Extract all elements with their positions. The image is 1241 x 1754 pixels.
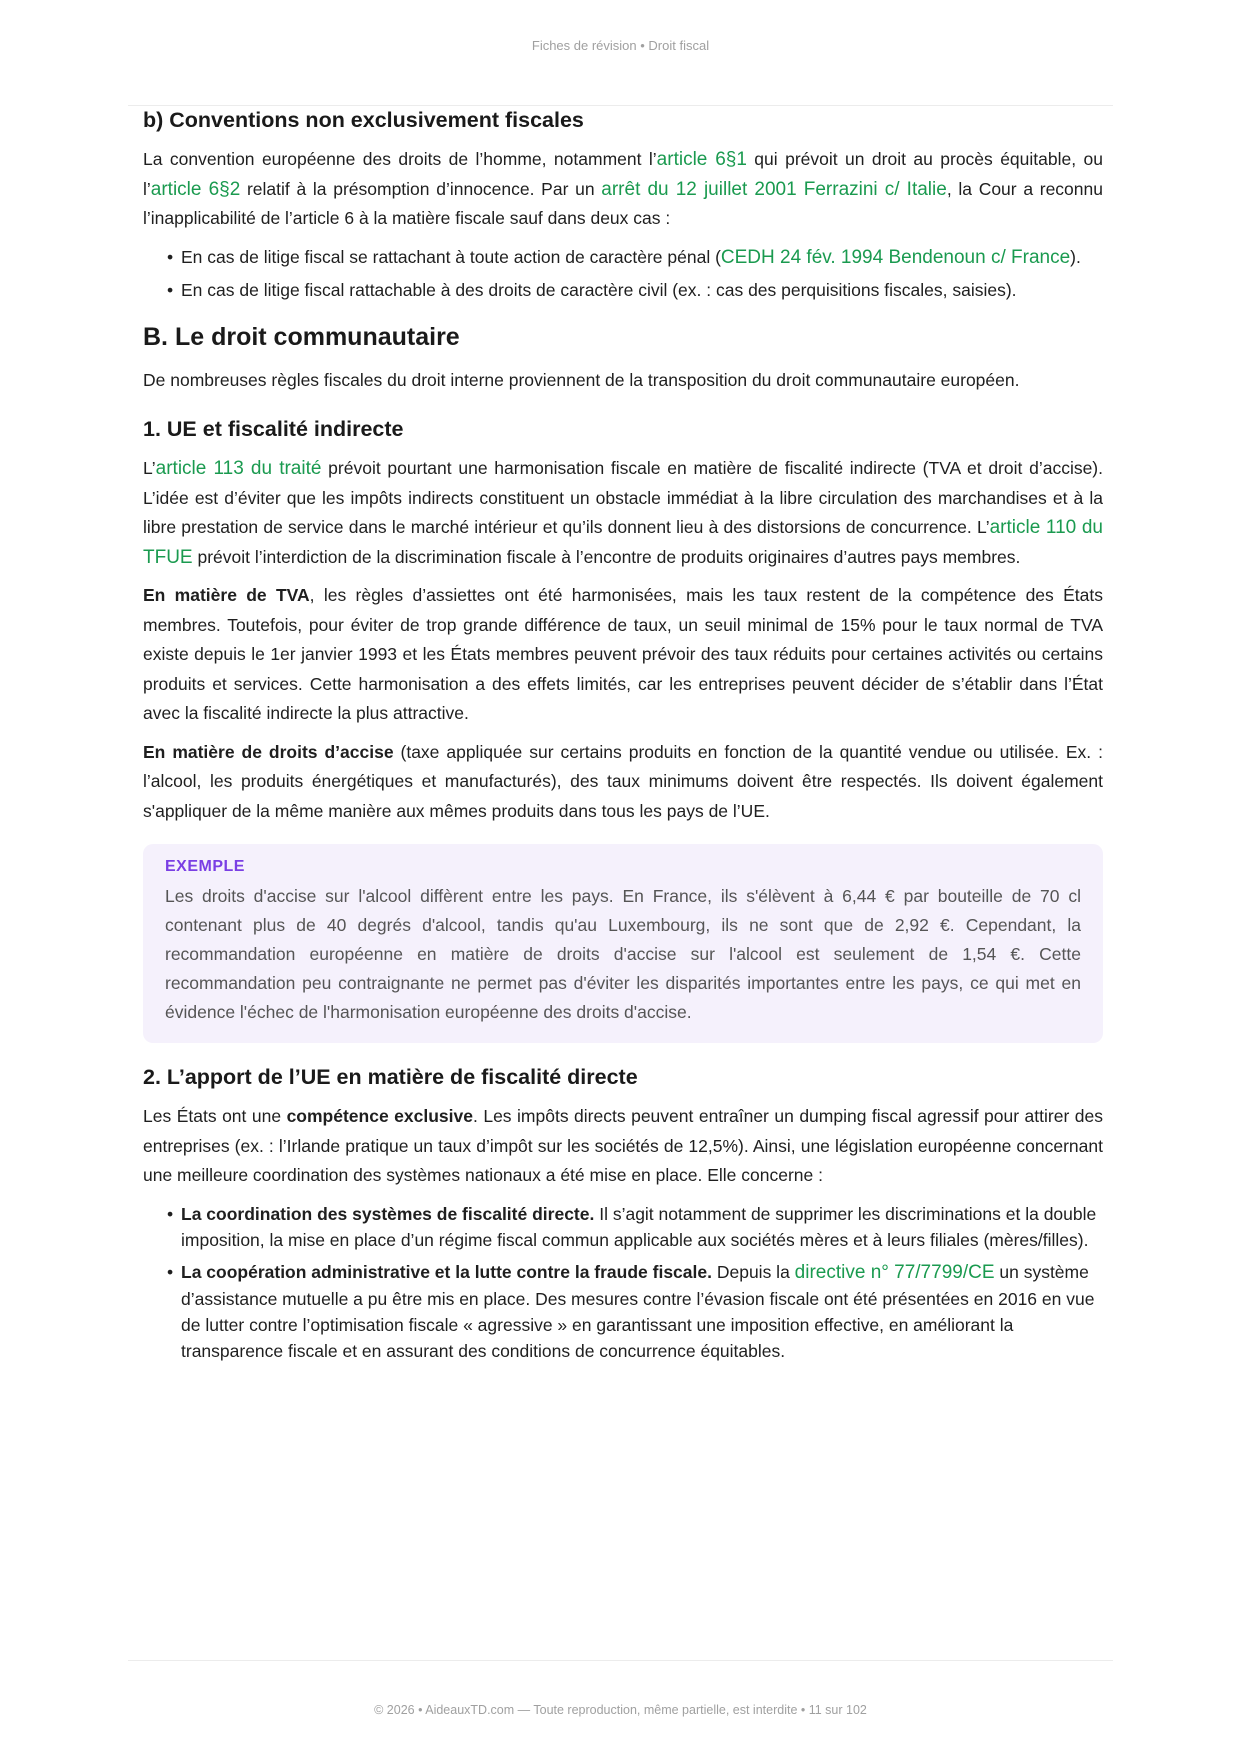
text-run: En cas de litige fiscal se rattachant à toute action de caractère pénal ( — [181, 246, 721, 267]
text-run: En cas de litige fiscal rattachable à des droits de caractère civil (ex. : cas des perquisitions fiscales, saisies). — [181, 279, 1017, 300]
link-cedh-bendenoun[interactable]: CEDH 24 fév. 1994 Bendenoun c/ France — [720, 246, 1071, 268]
text-run: L’ — [143, 458, 156, 478]
example-label: EXEMPLE — [165, 858, 245, 875]
example-callout — [143, 844, 1103, 1043]
running-header: Fiches de révision • Droit fiscal — [531, 38, 710, 53]
bold-run: compétence exclusive — [286, 1106, 473, 1126]
bold-run: La coopération administrative et la lutte contre la fraude fiscale. — [181, 1261, 712, 1282]
list-cedh-cases — [143, 244, 1103, 303]
paragraph-article-113 — [143, 454, 1103, 572]
text-run: qui prévoit un droit au procès équitable, ou l’ — [143, 149, 1103, 199]
link-article-6-1[interactable]: article 6§1 — [656, 149, 747, 170]
list-item — [167, 1259, 1103, 1364]
text-run: prévoit pourtant une harmonisation fiscale en matière de fiscalité indirecte (TVA et droit d’accise). L’idée est d’éviter que les impôts indirects constituent un obstacle immédiat à la libre circulation des marchandises et à la libre prestation de service dans le marché intérieur et qu’ils donnent lieu à des distorsions de concurrence. L’ — [143, 458, 1103, 537]
text-run: , les règles d’assiettes ont été harmonisées, mais les taux restent de la compétence des États membres. Toutefois, pour éviter de trop grande différence de taux, un seuil minimal de 15% pour le taux normal de TVA existe depuis le 1er janvier 1993 et les États membres peuvent prévoir des taux réduits pour certaines activités ou certains produits et services. Cette harmonisation a des effets limités, car les entreprises peuvent décider de s’établir dans l’État avec la fiscalité indirecte la plus attractive. — [143, 585, 1103, 723]
paragraph-droits-accise — [143, 738, 1103, 827]
paragraph-intro-communautaire: De nombreuses règles fiscales du droit interne proviennent de la transposition du droit communautaire européen. — [143, 369, 1020, 390]
list-item — [167, 244, 1103, 271]
text-run: relatif à la présomption d’innocence. Par un — [240, 178, 602, 199]
text-run: prévoit l’interdiction de la discrimination fiscale à l’encontre de produits originaires d’autres pays membres. — [192, 546, 1021, 567]
page-footer: © 2026 • AideauxTD.com — Toute reproduction, même partielle, est interdite • 11 sur 102 — [374, 1703, 867, 1717]
list-item — [167, 1201, 1103, 1253]
link-article-113[interactable]: article 113 du traité — [155, 458, 322, 479]
text-run: un système d’assistance mutuelle a pu être mis en place. Des mesures contre l’évasion fiscale ont été présentées en 2016 en vue de lutter contre l’optimisation fiscale « agressive » en garantissant une imposition effective, en améliorant la transparence fiscale et en assurant des conditions de concurrence équitables. — [181, 1261, 1095, 1361]
example-text: Les droits d'accise sur l'alcool diffèrent entre les pays. En France, ils s'élèvent à 6,44 € par bouteille de 70 cl contenant plus de 40 degrés d'alcool, tandis qu'au Luxembourg, ils ne sont que de 2,92 €. Cependant, la recommandation européenne en matière de droits d'accise sur l'alcool est seulement de 1,54 €. Cette recommandation peu contraignante ne permet pas d'éviter les disparités importantes entre les pays, ce qui met en évidence l'échec de l'harmonisation européenne des droits d'accise. — [165, 886, 1081, 1022]
footer-divider — [128, 1660, 1113, 1661]
text-run: Les États ont une — [143, 1106, 287, 1126]
link-article-110-tfue[interactable]: article 110 du TFUE — [143, 517, 1103, 568]
text-run: (taxe appliquée sur certains produits en fonction de la quantité vendue ou utilisée. Ex. : l’alcool, les produits énergétiques et manufacturés), des taux minimums doivent être respectés. Ils doivent également s'appliquer de la même manière aux mêmes produits dans tous les pays de l’UE. — [143, 741, 1103, 821]
section-title-droit-communautaire: B. Le droit communautaire — [143, 322, 460, 351]
list-item — [167, 277, 1103, 303]
bold-run: En matière de TVA — [143, 585, 310, 605]
text-run: . Les impôts directs peuvent entraîner un dumping fiscal agressif pour attirer des entreprises (ex. : l’Irlande pratique un taux d’impôt sur les sociétés de 12,5%). Ainsi, une législation européenne concernant une meilleure coordination des systèmes nationaux a été mise en place. Elle concerne : — [143, 1106, 1103, 1185]
paragraph-conventions — [143, 145, 1103, 234]
subsection-title-fiscalite-indirecte: 1. UE et fiscalité indirecte — [143, 417, 404, 441]
bold-run: La coordination des systèmes de fiscalité directe. — [181, 1203, 595, 1224]
subsection-title-fiscalite-directe: 2. L’apport de l’UE en matière de fiscalité directe — [143, 1065, 638, 1089]
text-run: La convention européenne des droits de l’homme, notamment l’ — [143, 149, 657, 169]
text-run: Depuis la — [711, 1261, 795, 1282]
text-run: Il s’agit notamment de supprimer les discriminations et la double imposition, la mise en place d’un régime fiscal commun applicable aux sociétés mères et à leurs filiales (mères/filles). — [181, 1203, 1097, 1250]
list-ue-measures — [143, 1201, 1103, 1364]
link-article-6-2[interactable]: article 6§2 — [150, 178, 241, 200]
paragraph-competence-exclusive — [143, 1102, 1103, 1191]
link-directive-77-7799[interactable]: directive n° 77/7799/CE — [794, 1261, 995, 1283]
link-arret-ferrazini[interactable]: arrêt du 12 juillet 2001 Ferrazini c/ Italie — [601, 178, 947, 200]
bold-run: En matière de droits d’accise — [143, 741, 394, 762]
paragraph-tva — [143, 581, 1103, 729]
page-content — [143, 104, 1103, 1370]
subsection-title-conventions: b) Conventions non exclusivement fiscales — [143, 108, 584, 132]
text-run: ). — [1070, 246, 1081, 267]
text-run: , la Cour a reconnu l’inapplicabilité de l’article 6 à la matière fiscale sauf dans deux cas : — [143, 178, 1103, 228]
